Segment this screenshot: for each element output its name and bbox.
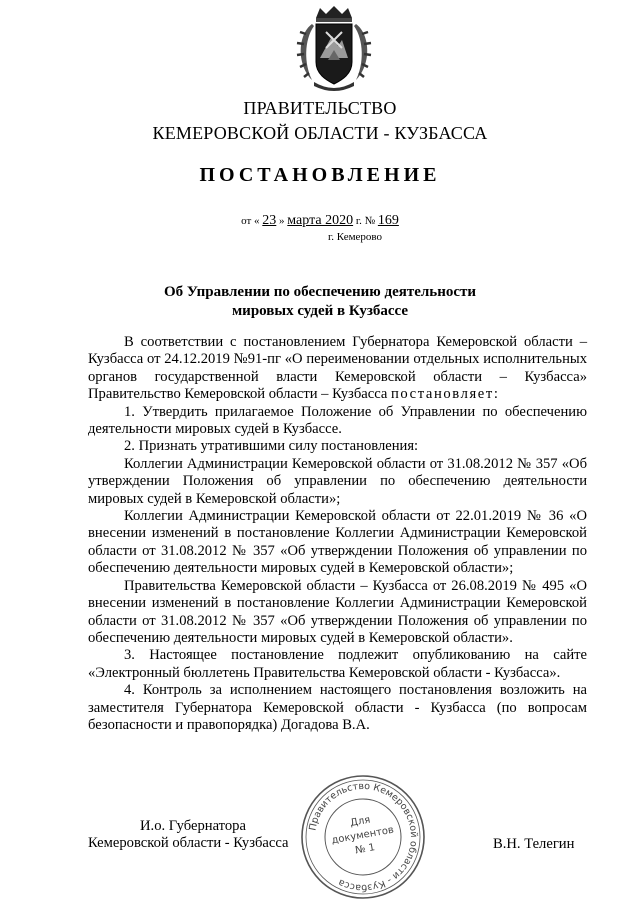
resolves-word: постановляет: bbox=[391, 386, 500, 403]
date-month-year: марта 2020 bbox=[287, 213, 354, 228]
paragraph-2: 2. Признать утратившими силу постановления: bbox=[124, 438, 419, 455]
document-body bbox=[88, 334, 587, 734]
signatory-title-line2: Кемеровской области - Кузбасса bbox=[88, 835, 289, 852]
number-label: № bbox=[364, 215, 376, 227]
seal-center-line2: документов bbox=[330, 824, 395, 847]
official-seal-stamp bbox=[298, 772, 428, 902]
document-subject bbox=[0, 283, 640, 321]
document-number: 169 bbox=[377, 213, 399, 228]
org-name-line2: КЕМЕРОВСКОЙ ОБЛАСТИ - КУЗБАССА bbox=[152, 123, 488, 143]
signatory-title bbox=[88, 818, 289, 853]
preamble-text: В соответствии с постановлением Губернатора Кемеровской области – Кузбасса от 24.12.2019 №91-пг «О переименовании отдельных исполнительных органов государственной власти Кемеровской области – Кузбасса» Правительство Кемеровской области – Кузбасса bbox=[88, 334, 587, 403]
signatory-name: В.Н. Телегин bbox=[493, 836, 575, 852]
date-prefix: от « bbox=[241, 215, 260, 227]
subject-line1: Об Управлении по обеспечению деятельности bbox=[163, 284, 477, 300]
document-type-title: ПОСТАНОВЛЕНИЕ bbox=[199, 164, 441, 186]
document-date-line bbox=[0, 213, 640, 229]
seal-ring-text: Правительство Кемеровской области - Кузбасса bbox=[307, 780, 420, 894]
paragraph-4: 4. Контроль за исполнением настоящего постановления возложить на заместителя Губернатора Кемеровской области - Кузбасса (по вопросам безопасности и правопорядка) Догадова В.А. bbox=[88, 682, 587, 733]
paragraph-2b: Коллегии Администрации Кемеровской области от 22.01.2019 № 36 «О внесении изменений в постановление Коллегии Администрации Кемеровской области от 31.08.2012 № 357 «Об утверждении Положения об управлении по обеспечению деятельности мировых судей в Кемеровской области»; bbox=[88, 508, 587, 577]
paragraph-2c: Правительства Кемеровской области – Кузбасса от 26.08.2019 № 495 «О внесении изменений в постановление Коллегии Администрации Кемеровской области от 31.08.2012 № 357 «Об утверждении Положения об управлении по обеспечению деятельности мировых судей в Кемеровской области». bbox=[88, 577, 587, 646]
date-sep: » bbox=[279, 215, 285, 227]
city-name: г. Кемерово bbox=[328, 231, 383, 243]
paragraph-3: 3. Настоящее постановление подлежит опубликованию на сайте «Электронный бюллетень Правительства Кемеровской области - Кузбасса». bbox=[88, 647, 587, 681]
seal-center-line1: Для bbox=[349, 814, 372, 829]
org-name-line1: ПРАВИТЕЛЬСТВО bbox=[243, 98, 397, 118]
paragraph-2a: Коллегии Администрации Кемеровской области от 31.08.2012 № 357 «Об утверждении Положения об управлении по обеспечению деятельности мировых судей в Кемеровской области»; bbox=[88, 455, 587, 507]
seal-center-line3: № 1 bbox=[354, 842, 376, 857]
paragraph-1: 1. Утвердить прилагаемое Положение об Управлении по обеспечению деятельности мировых судей в Кузбассе. bbox=[88, 403, 587, 438]
signatory-title-line1: И.о. Губернатора bbox=[140, 818, 246, 834]
date-day: 23 bbox=[262, 213, 277, 228]
date-year-suffix: г. bbox=[355, 215, 362, 227]
subject-line2: мировых судей в Кузбассе bbox=[231, 303, 409, 319]
coat-of-arms-emblem bbox=[292, 4, 376, 92]
preamble-paragraph bbox=[88, 334, 587, 404]
